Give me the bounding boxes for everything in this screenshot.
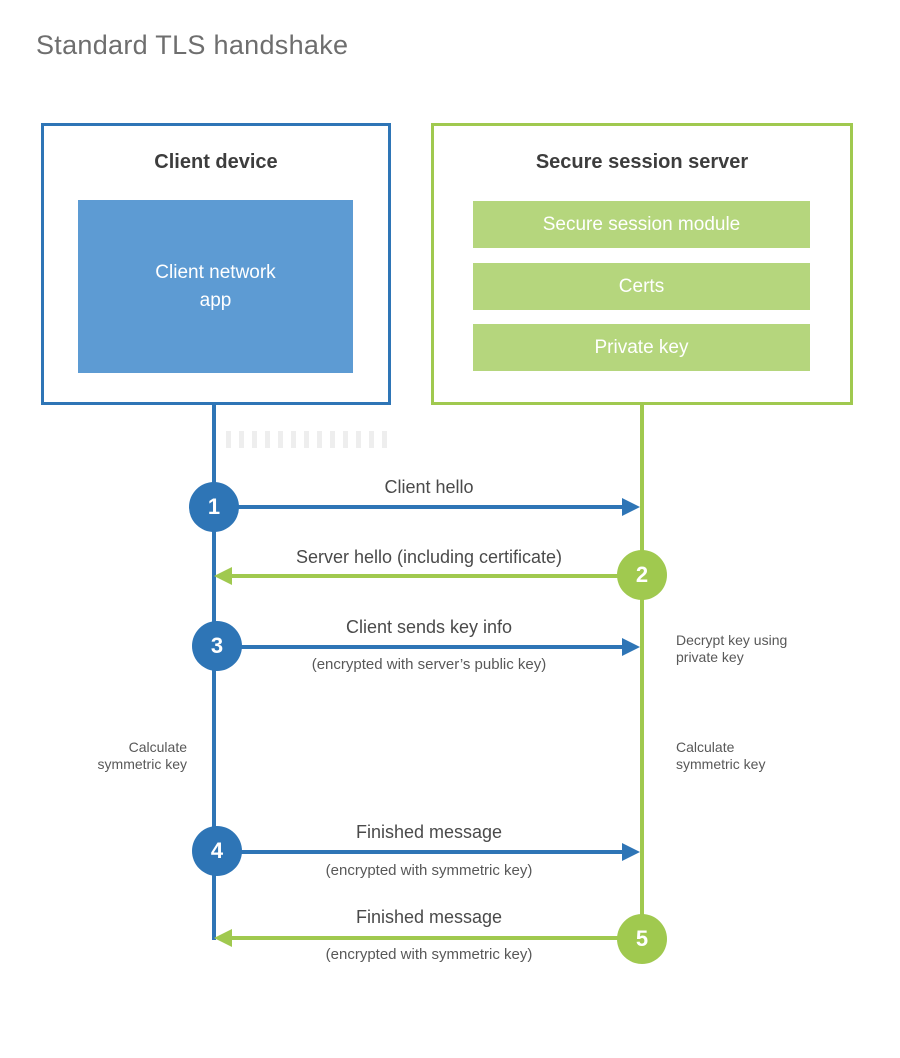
note-calc-left-line2: symmetric key (97, 756, 187, 772)
secure-session-server-heading: Secure session server (535, 151, 749, 173)
arrow-4-label: Finished message (355, 822, 503, 842)
page-title: Standard TLS handshake (36, 30, 349, 60)
arrow-5-line (231, 936, 642, 940)
note-decrypt-key-line2: private key (676, 649, 744, 665)
client-device-box (41, 123, 391, 405)
step-3-badge: 3 (192, 621, 242, 671)
note-decrypt-key-line1: Decrypt key using (676, 632, 788, 648)
secure-session-server-box (431, 123, 853, 405)
arrow-2-label: Server hello (including certificate) (295, 547, 563, 567)
client-app-label-line1: Client network (155, 261, 276, 283)
arrow-1-label: Client hello (384, 477, 474, 497)
arrow-3-right-head-icon (622, 638, 640, 656)
arrow-3-sublabel: (encrypted with server’s public key) (311, 656, 547, 673)
step-2-badge: 2 (617, 550, 667, 600)
arrow-5-sublabel: (encrypted with symmetric key) (325, 946, 533, 963)
arrow-3-label: Client sends key info (345, 617, 513, 637)
step-5-badge: 5 (617, 914, 667, 964)
step-4-badge: 4 (192, 826, 242, 876)
note-decrypt-key (676, 632, 787, 666)
client-app-label-line2: app (199, 289, 232, 311)
note-calculate-symmetric-key-right (676, 739, 765, 773)
arrow-5-label: Finished message (355, 907, 503, 927)
secure-session-module-bar: Secure session module (473, 201, 810, 248)
note-calc-left-line1: Calculate (128, 739, 187, 755)
arrow-5-left-head-icon (214, 929, 232, 947)
arrow-4-sublabel: (encrypted with symmetric key) (325, 862, 533, 879)
arrow-1-right-head-icon (622, 498, 640, 516)
step-1-badge: 1 (189, 482, 239, 532)
arrow-1-line (214, 505, 624, 509)
note-calc-right-line2: symmetric key (676, 756, 766, 772)
note-calc-right-line1: Calculate (676, 739, 735, 755)
client-device-heading: Client device (154, 151, 278, 173)
arrow-2-left-head-icon (214, 567, 232, 585)
arrow-4-line (217, 850, 624, 854)
private-key-bar: Private key (473, 324, 810, 371)
certs-bar: Certs (473, 263, 810, 310)
client-network-app (78, 200, 353, 373)
arrow-2-line (231, 574, 642, 578)
arrow-4-right-head-icon (622, 843, 640, 861)
arrow-3-line (217, 645, 624, 649)
faded-dashes (226, 431, 388, 448)
note-calculate-symmetric-key-left (47, 739, 187, 773)
